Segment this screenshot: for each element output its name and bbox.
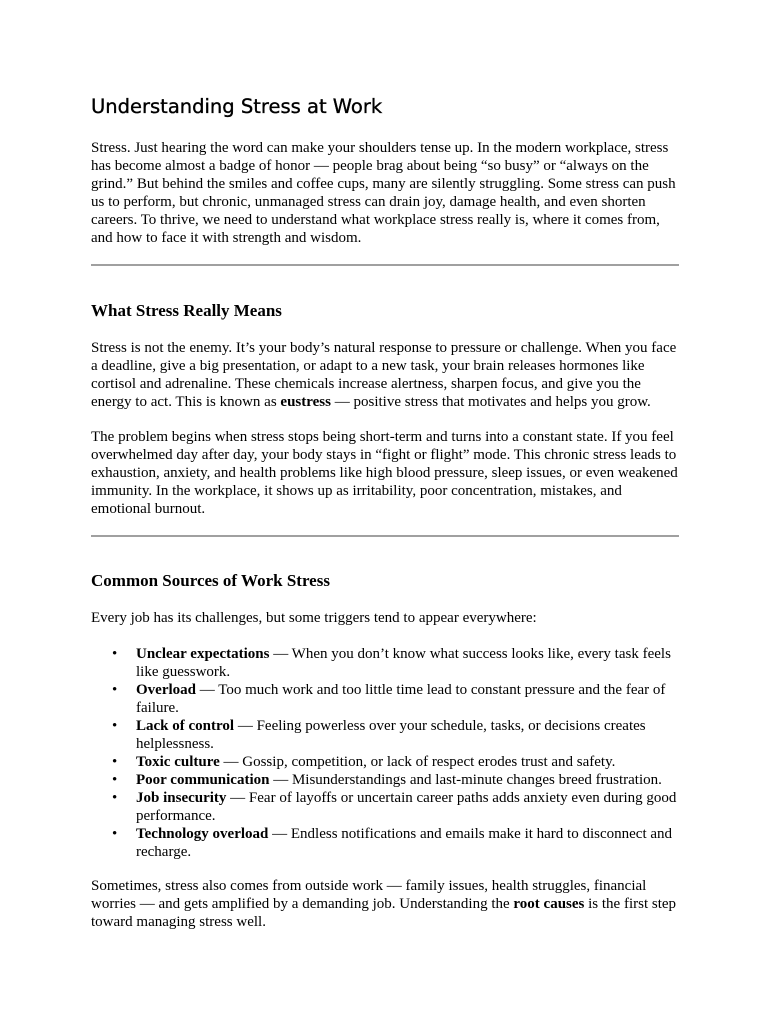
intro-paragraph: Stress. Just hearing the word can make your shoulders tense up. In the modern workplace, stress has become almost a badge of honor — people brag about being “so busy” or “always on the grind.” But behind the smiles and coffee cups, many are silently struggling. Some stress can push us to perform, but chronic, unmanaged stress can drain joy, damage health, and even shorten careers. To thrive, we need to understand what workplace stress really is, where it comes from, and how to face it with strength and wisdom. xyxy=(91,140,676,246)
section-divider xyxy=(91,264,679,266)
bullet: • xyxy=(112,718,118,734)
list-item: • Poor communication — Misunderstandings and last-minute changes breed frustration. xyxy=(112,772,662,788)
stress-sources-list xyxy=(91,645,679,861)
list-item: • Job insecurity — Fear of layoffs or uncertain career paths adds anxiety even during good performance. xyxy=(112,790,677,824)
bullet: • xyxy=(112,772,118,788)
section-divider xyxy=(91,535,679,537)
root-causes-term: root causes xyxy=(513,896,585,912)
list-item: • Unclear expectations — When you don’t know what success looks like, every task feels like guesswork. xyxy=(112,646,671,680)
section-heading-stress-meaning: What Stress Really Means xyxy=(91,301,282,320)
eustress-term: eustress xyxy=(280,394,331,410)
sources-intro-paragraph: Every job has its challenges, but some triggers tend to appear everywhere: xyxy=(91,610,537,626)
bullet: • xyxy=(112,826,118,842)
list-item: • Overload — Too much work and too little time lead to constant pressure and the fear of failure. xyxy=(112,682,666,716)
list-item: • Lack of control — Feeling powerless over your schedule, tasks, or decisions creates helplessness. xyxy=(112,718,646,752)
document-title: Understanding Stress at Work xyxy=(91,95,383,118)
bullet: • xyxy=(112,646,118,662)
bullet: • xyxy=(112,682,118,698)
bullet: • xyxy=(112,790,118,806)
stress-meaning-paragraph-2: The problem begins when stress stops being short-term and turns into a constant state. If you feel overwhelmed day after day, your body stays in “fight or flight” mode. This chronic stress leads to exhaustion, anxiety, and health problems like high blood pressure, sleep issues, or even weakened immunity. In the workplace, it shows up as irritability, poor concentration, mistakes, and emotional burnout. xyxy=(91,429,678,517)
list-item: • Toxic culture — Gossip, competition, or lack of respect erodes trust and safety. xyxy=(112,754,616,770)
sources-closing-paragraph: Sometimes, stress also comes from outside work — family issues, health struggles, financial worries — and gets amplified by a demanding job. Understanding the root causes is the first step toward managing stress well. xyxy=(91,878,677,930)
list-item: • Technology overload — Endless notifications and emails make it hard to disconnect and recharge. xyxy=(112,826,673,860)
stress-meaning-paragraph-1: Stress is not the enemy. It’s your body’s natural response to pressure or challenge. When you face a deadline, give a big presentation, or adapt to a new task, your brain releases hormones like cortisol and adrenaline. These chemicals increase alertness, sharpen focus, and give you the energy to act. This is known as eustress — positive stress that motivates and helps you grow. xyxy=(91,340,677,410)
section-heading-work-stress-sources: Common Sources of Work Stress xyxy=(91,571,330,590)
bullet: • xyxy=(112,754,118,770)
